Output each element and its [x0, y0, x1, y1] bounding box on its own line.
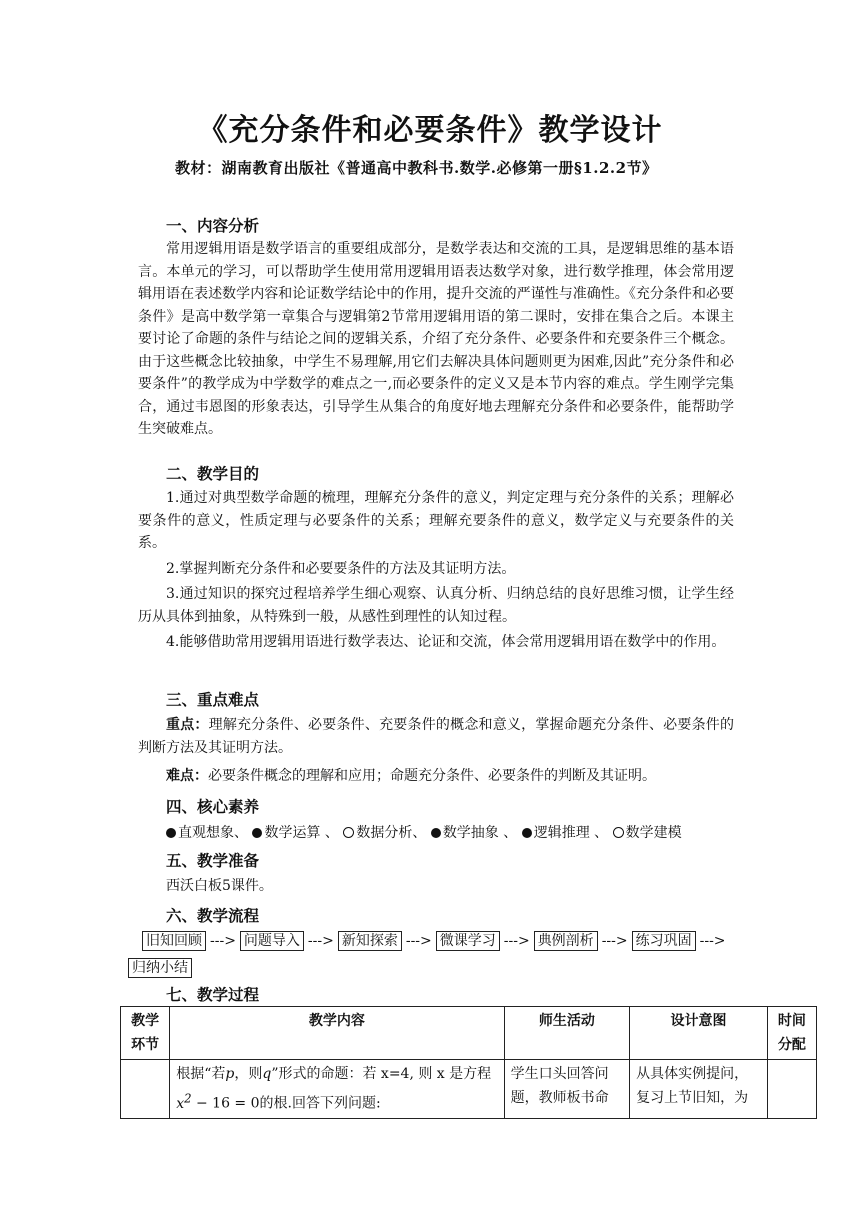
hard-label: 难点： [166, 768, 208, 784]
document-subtitle: 教材：湖南教育出版社《普通高中教科书.数学.必修第一册§1.2.2节》 [175, 159, 658, 177]
section-heading-content-analysis: 一、内容分析 [166, 217, 260, 235]
header-activity: 师生活动 [504, 1007, 630, 1060]
literacy-item: 数据分析、 [343, 825, 430, 841]
literacy-item: 数学运算 、 [252, 825, 338, 841]
flow-arrow: ---> [601, 933, 628, 949]
hard-text: 必要条件概念的理解和应用；命题充分条件、必要条件的判断及其证明。 [208, 768, 656, 784]
goal-item: 2.掌握判断充分条件和必要要条件的方法及其证明方法。 [166, 560, 516, 577]
literacy-item: 直观想象、 [166, 825, 252, 841]
empty-circle-icon [343, 827, 354, 838]
flow-step: 归纳小结 [128, 958, 192, 978]
filled-dot-icon [431, 828, 441, 838]
hard-point [138, 765, 734, 788]
goal-item: 4.能够借助常用逻辑用语进行数学表达、论证和交流，体会常用逻辑用语在数学中的作用。 [166, 634, 726, 650]
goal-item: 1.通过对典型数学命题的梳理，理解充分条件的意义，判定定理与充分条件的关系；理解必要条件的意义，性质定理与必要条件的关系；理解充要条件的意义，数学定义与充要条件的关系。 [138, 490, 734, 551]
header-content: 教学内容 [170, 1007, 504, 1060]
flow-arrow: ---> [503, 933, 530, 949]
paragraph: 常用逻辑用语是数学语言的重要组成部分，是数学表达和交流的工具，是逻辑思维的基本语言。本单元的学习，可以帮助学生使用常用逻辑用语表达数学对象，进行数学推理，体会常用逻辑用语在表述数学内容和论证数学结论中的作用，提升交流的严谨性与准确性。《充分条件和必要条件》是高中数学第一章集合与逻辑第2节常用逻辑用语的第二课时，安排在集合之后。本课主要讨论了命题的条件与结论之间的逻辑关系，介绍了充分条件、必要条件和充要条件三个概念。由于这些概念比较抽象，中学生不易理解,用它们去解决具体问题则更为困难,因此”充分条件和必要条件”的教学成为中学数学的难点之一,而必要条件的定义又是本节内容的难点。学生刚学完集合，通过韦恩图的形象表达，引导学生从集合的角度好地去理解充分条件和必要条件，能帮助学生突破难点。 [138, 241, 734, 437]
section-heading-teaching-process: 七、教学过程 [166, 986, 260, 1004]
cell-content: 根据“若p，则q”形式的命题：若 x=4, 则 x 是方程 $x^2 - 16 = 0$的根.回答下列问题: [170, 1060, 504, 1119]
teaching-flow-continued [128, 955, 758, 981]
flow-arrow: ---> [307, 933, 334, 949]
core-literacy-list [166, 822, 766, 845]
document-title: 《充分条件和必要条件》教学设计 [197, 113, 663, 148]
section-heading-preparation: 五、教学准备 [166, 852, 260, 870]
key-label: 重点： [166, 717, 209, 733]
flow-step: 练习巩固 [632, 931, 696, 951]
flow-step: 典例剖析 [534, 931, 598, 951]
filled-dot-icon [252, 828, 262, 838]
cell-activity: 学生口头回答问题，教师板书命 [504, 1060, 630, 1119]
flow-arrow: ---> [210, 933, 236, 949]
table-header-row [121, 1007, 817, 1060]
cell-time [767, 1060, 816, 1119]
flow-arrow: ---> [405, 933, 432, 949]
section-heading-core-literacy: 四、核心素养 [166, 798, 260, 816]
header-intent: 设计意图 [630, 1007, 768, 1060]
section-heading-teaching-flow: 六、教学流程 [166, 907, 260, 925]
literacy-item: 逻辑推理 、 [522, 825, 608, 841]
section-body-teaching-goals [138, 487, 734, 654]
teaching-flow [142, 928, 772, 954]
empty-circle-icon [613, 827, 624, 838]
section-body-key-points [138, 714, 734, 788]
literacy-item: 数学抽象 、 [431, 825, 517, 841]
flow-step: 问题导入 [240, 931, 304, 951]
header-stage: 教学环节 [121, 1007, 170, 1060]
teaching-process-table [120, 1006, 817, 1119]
section-heading-key-points: 三、重点难点 [166, 691, 260, 709]
literacy-item: 数学建模 [613, 825, 682, 841]
filled-dot-icon [522, 828, 532, 838]
equation: $x^2$ [176, 1091, 192, 1112]
flow-step: 旧知回顾 [142, 931, 206, 951]
preparation-text: 西沃白板5课件。 [166, 878, 273, 894]
table-row [121, 1060, 817, 1119]
flow-arrow: ---> [699, 933, 726, 949]
header-time: 时间分配 [767, 1007, 816, 1060]
section-heading-teaching-goals: 二、教学目的 [166, 465, 260, 483]
flow-step: 微课学习 [436, 931, 500, 951]
goal-item: 3.通过知识的探究过程培养学生细心观察、认真分析、归纳总结的良好思维习惯，让学生经历从具体到抽象，从特殊到一般，从感性到理性的认知过程。 [138, 586, 734, 625]
key-point [138, 714, 734, 759]
cell-intent: 从具体实例提问，复习上节旧知，为 [630, 1060, 768, 1119]
flow-step: 新知探索 [338, 931, 402, 951]
key-text: 理解充分条件、必要条件、充要条件的概念和意义，掌握命题充分条件、必要条件的判断方法及其证明方法。 [138, 717, 735, 756]
cell-stage [121, 1060, 170, 1119]
section-body-content-analysis [138, 238, 734, 441]
filled-dot-icon [166, 828, 176, 838]
